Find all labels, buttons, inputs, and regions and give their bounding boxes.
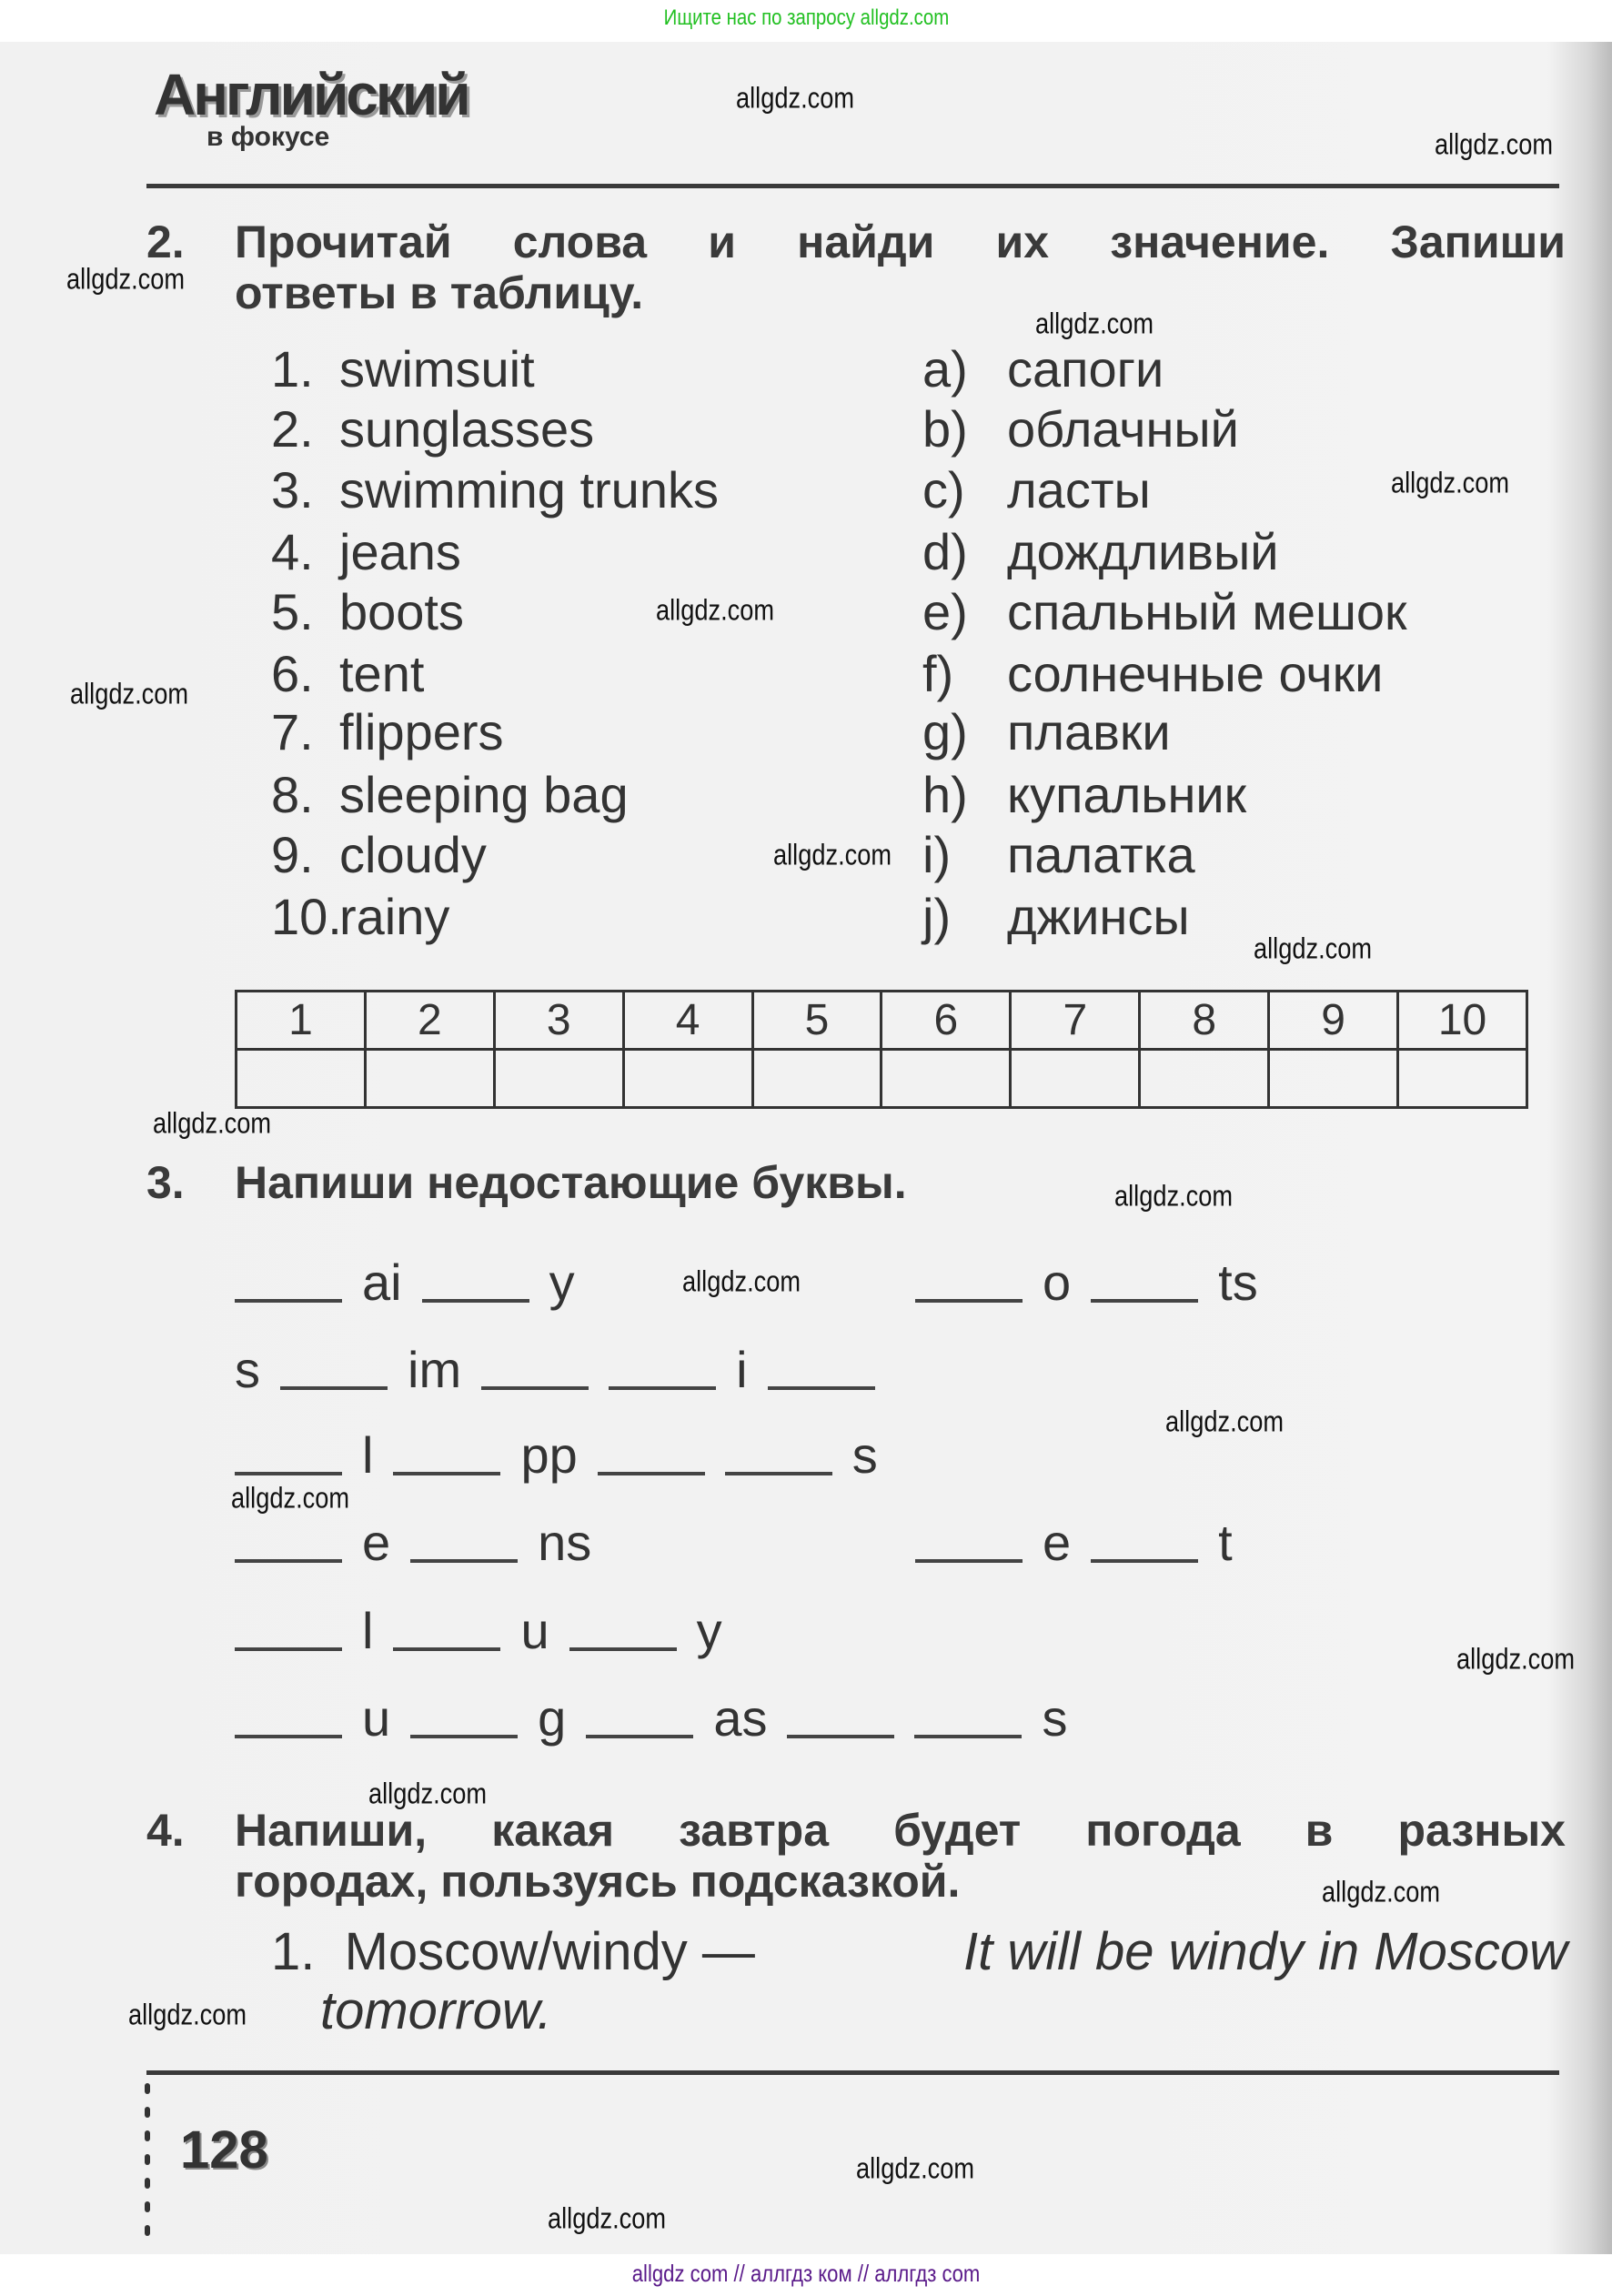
english-word-item	[271, 342, 535, 397]
blank-line	[235, 1735, 342, 1738]
english-word-item	[271, 890, 449, 944]
missing-letters-word	[235, 1428, 878, 1483]
watermark-text: allgdz.com	[230, 1481, 350, 1515]
missing-letters-word	[915, 1255, 1258, 1310]
exercise-number: 2.	[146, 217, 185, 267]
english-word: sunglasses	[339, 400, 595, 458]
given-letters: as	[713, 1689, 768, 1747]
blank-line	[1091, 1559, 1198, 1563]
russian-word-item	[922, 705, 1171, 760]
watermark-text: allgdz.com	[1253, 931, 1373, 965]
blank-line	[280, 1386, 388, 1390]
exercise-2-line1: Прочитай слова и найди их значение. Запиши	[235, 217, 1566, 267]
example-number: 1.	[271, 1922, 316, 1981]
answer-table-answer-row	[237, 1050, 1527, 1108]
english-word-item	[271, 585, 464, 639]
blank-line	[915, 1559, 1023, 1563]
exercise-2-heading	[146, 217, 1566, 318]
item-letter: f)	[922, 645, 954, 702]
given-letters: ai	[362, 1254, 402, 1311]
missing-letters-word	[235, 1691, 1067, 1746]
english-word: rainy	[339, 888, 450, 945]
given-letters: t	[1218, 1514, 1233, 1571]
book-logo	[154, 62, 468, 152]
given-letters: ts	[1218, 1254, 1258, 1311]
given-letters: ns	[538, 1514, 592, 1571]
russian-word: ласты	[1007, 461, 1151, 519]
russian-word: сапоги	[1007, 340, 1164, 398]
blank-line	[569, 1647, 677, 1651]
given-letters: y	[696, 1602, 722, 1659]
russian-word: плавки	[1007, 703, 1171, 760]
watermark-text: allgdz.com	[1390, 466, 1510, 499]
watermark-text: allgdz.com	[368, 1777, 488, 1810]
blank-line	[481, 1386, 589, 1390]
item-letter: g)	[922, 703, 968, 760]
given-letters: u	[362, 1689, 391, 1747]
watermark-text: allgdz.com	[1321, 1875, 1441, 1908]
english-word-item	[271, 828, 487, 882]
answer-cell[interactable]	[494, 1050, 623, 1108]
blank-line	[235, 1299, 342, 1303]
watermark-text: allgdz.com	[772, 838, 892, 871]
missing-letters-word	[235, 1255, 575, 1310]
russian-word-item	[922, 402, 1239, 457]
english-word: jeans	[339, 523, 461, 580]
english-word: sleeping bag	[339, 766, 629, 823]
exercise-4-example	[271, 1924, 1567, 1980]
item-number: 8.	[271, 766, 314, 823]
blank-line	[410, 1559, 518, 1563]
given-letters: g	[538, 1689, 567, 1747]
table-header-cell: 5	[752, 992, 882, 1050]
missing-letters-word	[915, 1516, 1233, 1570]
russian-word: купальник	[1007, 766, 1247, 823]
given-letters: e	[362, 1514, 391, 1571]
english-word-item	[271, 768, 629, 822]
missing-letters-word	[235, 1343, 875, 1397]
item-letter: j)	[922, 888, 952, 945]
edge-dot	[145, 2107, 150, 2118]
watermark-text: allgdz.com	[69, 677, 189, 710]
bottom-rule	[146, 2070, 1559, 2075]
exercise-4-line2: городах, пользуясь подсказкой.	[235, 1856, 961, 1907]
item-letter: d)	[922, 523, 968, 580]
example-prompt: Moscow/windy —	[344, 1922, 755, 1981]
blank-line	[422, 1299, 529, 1303]
item-number: 9.	[271, 826, 314, 883]
table-header-cell: 2	[365, 992, 494, 1050]
english-word-item	[271, 647, 424, 701]
answer-cell[interactable]	[623, 1050, 752, 1108]
item-number: 2.	[271, 400, 314, 458]
blank-line	[393, 1647, 500, 1651]
blank-line	[609, 1386, 716, 1390]
english-word: cloudy	[339, 826, 487, 883]
english-word: tent	[339, 645, 425, 702]
example-answer-continued: tomorrow.	[320, 1981, 552, 2040]
given-letters: i	[736, 1341, 748, 1398]
item-letter: h)	[922, 766, 968, 823]
table-header-cell: 8	[1140, 992, 1269, 1050]
item-letter: i)	[922, 826, 952, 883]
watermark-text: allgdz.com	[1434, 127, 1554, 161]
given-letters: l	[362, 1602, 374, 1659]
exercise-number: 3.	[146, 1157, 185, 1208]
english-word-item	[271, 705, 504, 760]
russian-word-item	[922, 525, 1279, 579]
given-letters: l	[362, 1426, 374, 1484]
russian-word: спальный мешок	[1007, 583, 1407, 640]
item-letter: b)	[922, 400, 968, 458]
watermark-text: allgdz.com	[1113, 1179, 1234, 1213]
russian-word: солнечные очки	[1007, 645, 1384, 702]
missing-letters-word	[235, 1604, 722, 1658]
example-answer: It will be windy in Moscow	[963, 1922, 1567, 1981]
top-rule	[146, 184, 1559, 188]
item-letter: a)	[922, 340, 968, 398]
blank-line	[235, 1647, 342, 1651]
answer-cell[interactable]	[1269, 1050, 1398, 1108]
table-header-cell: 10	[1398, 992, 1527, 1050]
edge-dot	[145, 2083, 150, 2094]
bottom-banner	[0, 2254, 1612, 2296]
russian-word-item	[922, 890, 1190, 944]
answer-table-header-row	[237, 992, 1527, 1050]
watermark-text: allgdz.com	[855, 2151, 975, 2185]
given-letters: s	[235, 1341, 260, 1398]
answer-cell[interactable]	[752, 1050, 882, 1108]
russian-word-item	[922, 585, 1407, 639]
answer-cell[interactable]	[1011, 1050, 1140, 1108]
given-letters: e	[1043, 1514, 1072, 1571]
russian-word-item	[922, 828, 1195, 882]
watermark-text: allgdz.com	[127, 1998, 247, 2031]
russian-word: джинсы	[1007, 888, 1190, 945]
item-number: 4.	[271, 523, 314, 580]
given-letters: im	[408, 1341, 462, 1398]
exercise-number: 4.	[146, 1805, 185, 1856]
blank-line	[915, 1299, 1023, 1303]
watermark-text: allgdz.com	[655, 593, 775, 627]
watermark-text: allgdz.com	[65, 262, 186, 296]
exercise-3-title: Напиши недостающие буквы.	[235, 1157, 907, 1208]
table-header-cell: 1	[237, 992, 366, 1050]
item-number: 6.	[271, 645, 314, 702]
blank-line	[598, 1472, 705, 1475]
blank-line	[235, 1472, 342, 1475]
item-number: 3.	[271, 461, 314, 519]
table-header-cell: 9	[1269, 992, 1398, 1050]
edge-dot	[145, 2130, 150, 2141]
watermark-text: allgdz.com	[152, 1106, 272, 1140]
exercise-2-line2: ответы в таблицу.	[235, 267, 644, 318]
english-word-item	[271, 463, 719, 518]
banner-text[interactable]: Ищите нас по запросу allgdz.com	[663, 5, 949, 30]
english-word: boots	[339, 583, 464, 640]
logo-title: Английский	[154, 62, 468, 127]
table-header-cell: 6	[882, 992, 1011, 1050]
watermark-text: allgdz.com	[1456, 1642, 1576, 1676]
item-number: 5.	[271, 583, 314, 640]
answer-cell[interactable]	[237, 1050, 366, 1108]
table-header-cell: 7	[1011, 992, 1140, 1050]
english-word: swimming trunks	[339, 461, 719, 519]
english-word-item	[271, 525, 461, 579]
edge-dot	[145, 2201, 150, 2212]
russian-word: палатка	[1007, 826, 1195, 883]
answer-table	[235, 990, 1528, 1109]
blank-line	[787, 1735, 894, 1738]
footer-text[interactable]: allgdz com // аллгдз ком // аллгдз com	[631, 2260, 981, 2287]
blank-line	[393, 1472, 500, 1475]
answer-cell[interactable]	[1398, 1050, 1527, 1108]
edge-dot	[145, 2225, 150, 2236]
english-word-item	[271, 402, 594, 457]
watermark-text: allgdz.com	[1164, 1405, 1285, 1438]
table-header-cell: 3	[494, 992, 623, 1050]
russian-word-item	[922, 342, 1164, 397]
english-word: swimsuit	[339, 340, 535, 398]
russian-word: облачный	[1007, 400, 1239, 458]
given-letters: o	[1043, 1254, 1072, 1311]
item-letter: c)	[922, 461, 965, 519]
blank-line	[768, 1386, 875, 1390]
watermark-text: allgdz.com	[681, 1264, 801, 1298]
blank-line	[235, 1559, 342, 1563]
given-letters: pp	[520, 1426, 578, 1484]
blank-line	[914, 1735, 1022, 1738]
watermark-text: allgdz.com	[547, 2201, 667, 2235]
logo-subtitle: в фокусе	[207, 122, 330, 152]
blank-line	[725, 1472, 832, 1475]
watermark-text: allgdz.com	[735, 81, 855, 115]
given-letters: u	[520, 1602, 549, 1659]
table-header-cell: 4	[623, 992, 752, 1050]
given-letters: y	[549, 1254, 575, 1311]
answer-cell[interactable]	[365, 1050, 494, 1108]
missing-letters-word	[235, 1516, 591, 1570]
answer-cell[interactable]	[1140, 1050, 1269, 1108]
item-letter: e)	[922, 583, 968, 640]
blank-line	[586, 1735, 693, 1738]
item-number: 7.	[271, 703, 314, 760]
edge-dot	[145, 2154, 150, 2165]
answer-cell[interactable]	[882, 1050, 1011, 1108]
russian-word-item	[922, 768, 1246, 822]
edge-dot	[145, 2178, 150, 2189]
russian-word: дождливый	[1007, 523, 1279, 580]
item-number: 1.	[271, 340, 314, 398]
english-word: flippers	[339, 703, 504, 760]
russian-word-item	[922, 463, 1151, 518]
blank-line	[410, 1735, 518, 1738]
exercise-4-line1: Напиши, какая завтра будет погода в разных	[235, 1805, 1566, 1856]
exercise-3-heading	[146, 1157, 1566, 1208]
russian-word-item	[922, 647, 1383, 701]
page-number: 128	[180, 2120, 268, 2180]
blank-line	[1091, 1299, 1198, 1303]
given-letters: s	[1042, 1689, 1068, 1747]
top-banner	[0, 0, 1612, 42]
watermark-text: allgdz.com	[1034, 307, 1154, 340]
item-number: 10.	[271, 888, 342, 945]
given-letters: s	[851, 1426, 878, 1484]
